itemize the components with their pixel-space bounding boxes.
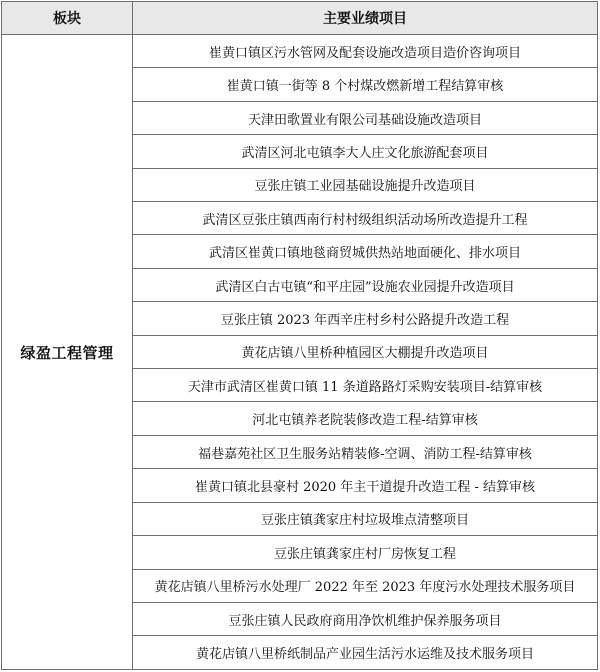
section-column-header: 板块 bbox=[2, 2, 133, 35]
project-cell: 福巷嘉苑社区卫生服务站精装修-空调、消防工程-结算审核 bbox=[133, 435, 598, 468]
project-cell: 豆张庄镇工业园基础设施提升改造项目 bbox=[133, 168, 598, 201]
performance-table bbox=[1, 1, 598, 670]
project-cell: 崔黄口镇区污水管网及配套设施改造项目造价咨询项目 bbox=[133, 35, 598, 68]
project-cell: 崔黄口镇一街等 8 个村煤改燃新增工程结算审核 bbox=[133, 68, 598, 101]
project-cell: 豆张庄镇龚家庄村垃圾堆点清整项目 bbox=[133, 502, 598, 535]
header-row bbox=[2, 2, 598, 35]
projects-column-header: 主要业绩项目 bbox=[133, 2, 598, 35]
section-name-cell: 绿盈工程管理 bbox=[2, 35, 133, 670]
project-cell: 豆张庄镇 2023 年西辛庄村乡村公路提升改造工程 bbox=[133, 302, 598, 335]
project-cell: 武清区白古屯镇“和平庄园”设施农业园提升改造项目 bbox=[133, 268, 598, 301]
project-cell: 崔黄口镇北县豪村 2020 年主干道提升改造工程 - 结算审核 bbox=[133, 469, 598, 502]
project-cell: 武清区崔黄口镇地毯商贸城供热站地面硬化、排水项目 bbox=[133, 235, 598, 268]
project-cell: 豆张庄镇人民政府商用净饮机维护保养服务项目 bbox=[133, 602, 598, 635]
project-cell: 豆张庄镇龚家庄村厂房恢复工程 bbox=[133, 536, 598, 569]
project-cell: 天津田歌置业有限公司基础设施改造项目 bbox=[133, 101, 598, 134]
table-body bbox=[2, 35, 598, 670]
project-cell: 天津市武清区崔黄口镇 11 条道路路灯采购安装项目-结算审核 bbox=[133, 369, 598, 402]
project-cell: 武清区河北屯镇李大人庄文化旅游配套项目 bbox=[133, 135, 598, 168]
project-cell: 河北屯镇养老院装修改造工程-结算审核 bbox=[133, 402, 598, 435]
project-cell: 黄花店镇八里桥纸制品产业园生活污水运维及技术服务项目 bbox=[133, 636, 598, 670]
table-row bbox=[2, 35, 598, 68]
project-cell: 黄花店镇八里桥种植园区大棚提升改造项目 bbox=[133, 335, 598, 368]
project-cell: 武清区豆张庄镇西南行村村级组织活动场所改造提升工程 bbox=[133, 202, 598, 235]
project-cell: 黄花店镇八里桥污水处理厂 2022 年至 2023 年度污水处理技术服务项目 bbox=[133, 569, 598, 602]
